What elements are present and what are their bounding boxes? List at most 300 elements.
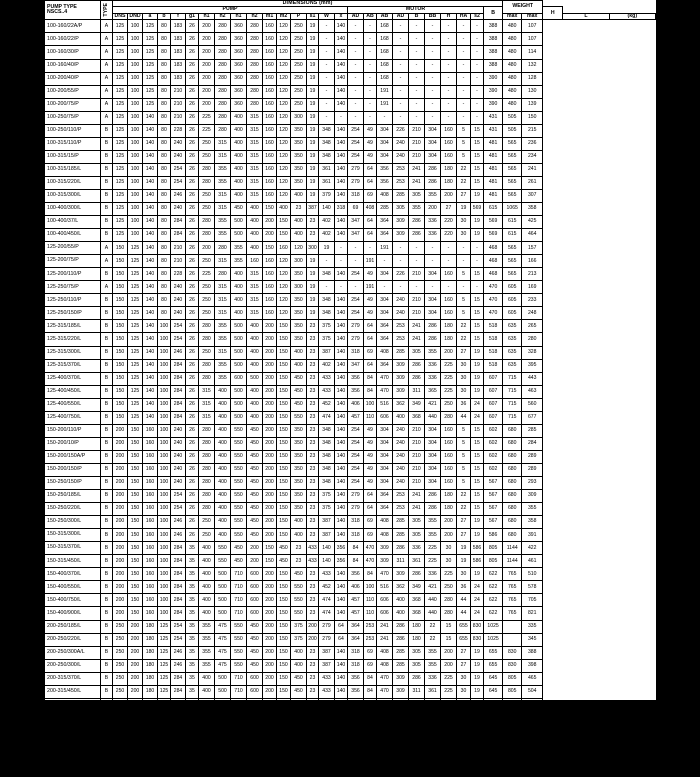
dim-cell: 200 (199, 242, 215, 255)
dim-cell: - (409, 98, 425, 111)
table-row[interactable] (45, 359, 656, 372)
dim-cell: 191 (377, 242, 393, 255)
pump-type-cell: 150-315/450/L (45, 555, 101, 568)
dim-cell: 586 (471, 542, 484, 555)
dim-cell: 150 (113, 333, 128, 346)
dim-cell: 348 (319, 294, 335, 307)
table-row[interactable] (45, 594, 656, 607)
dim-cell: 280 (247, 20, 263, 33)
dim-cell: 400 (199, 555, 215, 568)
dim-cell: 140 (335, 359, 348, 372)
dim-cell: 19 (307, 85, 319, 98)
dim-cell: 304 (425, 137, 441, 150)
dim-cell: 421 (425, 398, 441, 411)
table-row[interactable] (45, 672, 656, 685)
weight-cell: 358 (522, 203, 543, 216)
dim-cell: 452 (319, 398, 335, 411)
table-row[interactable] (45, 255, 656, 268)
dim-cell: 356 (377, 176, 393, 189)
type-cell: B (101, 737, 113, 750)
dim-cell: 100 (128, 150, 143, 163)
table-row[interactable] (45, 229, 656, 242)
table-row[interactable] (45, 698, 656, 711)
type-cell: B (101, 724, 113, 737)
dim-cell: 150 (128, 503, 143, 516)
dim-cell: 284 (171, 398, 186, 411)
dim-cell: 355 (425, 516, 441, 529)
dim-cell: 80 (158, 189, 171, 202)
dim-cell: 481 (484, 176, 503, 189)
dim-cell: - (471, 46, 484, 59)
weight-cell: 233 (522, 294, 543, 307)
table-row[interactable] (45, 385, 656, 398)
pump-type-cell: 150-200/150A/P (45, 450, 101, 463)
dim-cell: - (457, 33, 471, 46)
pump-type-cell: 125-200/55/P (45, 242, 101, 255)
dim-cell: 250 (291, 72, 307, 85)
dim-cell: 605 (503, 281, 522, 294)
dim-cell: 150 (277, 333, 291, 346)
dim-cell: 5 (457, 268, 471, 281)
dim-cell: 160 (143, 424, 158, 437)
dim-cell: 480 (503, 98, 522, 111)
table-row[interactable] (45, 477, 656, 490)
table-row[interactable] (45, 137, 656, 150)
type-cell: B (101, 698, 113, 711)
dim-cell: 250 (199, 189, 215, 202)
table-row[interactable] (45, 46, 656, 59)
table-row[interactable] (45, 176, 656, 189)
dim-cell: 84 (364, 685, 377, 698)
dim-cell: 284 (171, 216, 186, 229)
dim-cell: 26 (186, 320, 199, 333)
dim-cell: 100 (158, 385, 171, 398)
dim-cell: 500 (231, 411, 247, 424)
table-row[interactable] (45, 163, 656, 176)
dim-cell: 348 (319, 437, 335, 450)
table-row[interactable] (45, 242, 656, 255)
dim-cell: 15 (471, 268, 484, 281)
dim-cell: 160 (441, 307, 457, 320)
table-row[interactable] (45, 607, 656, 620)
dim-cell: 400 (199, 698, 215, 711)
dim-cell: 150 (277, 320, 291, 333)
dim-cell: 200 (113, 490, 128, 503)
dim-cell: 285 (393, 529, 409, 542)
dim-cell: 315 (247, 189, 263, 202)
table-row[interactable] (45, 124, 656, 137)
table-row[interactable] (45, 20, 656, 33)
table-row[interactable] (45, 437, 656, 450)
dim-cell: 23 (307, 216, 319, 229)
table-row[interactable] (45, 659, 656, 672)
dim-cell: 364 (377, 320, 393, 333)
dim-cell: - (441, 281, 457, 294)
dim-cell: 15 (441, 633, 457, 646)
table-row[interactable] (45, 85, 656, 98)
dim-cell: 44 (457, 594, 471, 607)
dim-cell: 35 (186, 581, 199, 594)
dim-cell: 200 (199, 98, 215, 111)
dim-cell: 450 (231, 542, 247, 555)
table-row[interactable] (45, 372, 656, 385)
table-row[interactable] (45, 450, 656, 463)
table-row[interactable] (45, 111, 656, 124)
table-row[interactable] (45, 568, 656, 581)
dim-cell: 150 (277, 568, 291, 581)
dim-cell: 280 (199, 176, 215, 189)
dim-cell: 240 (393, 424, 409, 437)
dim-cell: 440 (425, 711, 441, 724)
table-row[interactable] (45, 411, 656, 424)
table-row[interactable] (45, 555, 656, 568)
table-row[interactable] (45, 424, 656, 437)
dim-cell: 200 (441, 529, 457, 542)
dim-cell: 150 (263, 242, 277, 255)
dim-cell: 19 (471, 216, 484, 229)
table-row[interactable] (45, 33, 656, 46)
dim-cell: 254 (171, 163, 186, 176)
dim-cell: 350 (291, 463, 307, 476)
dim-cell: 19 (471, 568, 484, 581)
dim-cell: - (393, 111, 409, 124)
dim-cell: 550 (231, 659, 247, 672)
dim-cell: 150 (277, 659, 291, 672)
dim-cell: 305 (409, 189, 425, 202)
dim-cell: 140 (143, 411, 158, 424)
dim-cell: 364 (377, 333, 393, 346)
dim-cell: 309 (393, 372, 409, 385)
dim-cell: 44 (457, 764, 471, 777)
table-row[interactable] (45, 463, 656, 476)
dim-cell: 305 (409, 646, 425, 659)
dim-cell: 100 (158, 542, 171, 555)
dim-cell: 280 (441, 411, 457, 424)
dim-cell: 715 (503, 385, 522, 398)
dim-cell: - (319, 72, 335, 85)
dim-cell: 19 (471, 229, 484, 242)
dim-cell: 250 (199, 137, 215, 150)
dim-cell: 805 (484, 542, 503, 555)
dim-cell: 433 (319, 568, 335, 581)
dim-cell: 19 (471, 659, 484, 672)
dim-cell: 110 (364, 411, 377, 424)
table-row[interactable] (45, 764, 656, 777)
dim-cell: 160 (143, 490, 158, 503)
dim-cell: 140 (335, 294, 348, 307)
pump-type-cell: 200-250/220/L (45, 633, 101, 646)
dim-cell: 125 (128, 307, 143, 320)
dim-cell: 5 (457, 450, 471, 463)
dim-cell: 280 (247, 98, 263, 111)
dim-cell: 400 (215, 411, 231, 424)
table-row[interactable] (45, 398, 656, 411)
dim-cell: 315 (215, 203, 231, 216)
dim-cell: 150 (277, 424, 291, 437)
weight-cell: 510 (522, 568, 543, 581)
table-row[interactable] (45, 307, 656, 320)
table-row[interactable] (45, 189, 656, 202)
dim-cell: 602 (484, 463, 503, 476)
dim-cell: 550 (231, 450, 247, 463)
dim-cell: 80 (158, 150, 171, 163)
dim-cell: - (364, 242, 377, 255)
table-row[interactable] (45, 529, 656, 542)
table-row[interactable] (45, 72, 656, 85)
table-row[interactable] (45, 581, 656, 594)
col-f: f (171, 13, 186, 19)
table-row[interactable] (45, 98, 656, 111)
type-cell: B (101, 216, 113, 229)
table-row[interactable] (45, 685, 656, 698)
dim-cell: 250 (291, 98, 307, 111)
dim-cell: 710 (231, 764, 247, 777)
dim-cell: - (457, 20, 471, 33)
dim-cell: 80 (158, 203, 171, 216)
dim-cell: 140 (335, 594, 348, 607)
dim-cell: 390 (484, 85, 503, 98)
dim-cell: 254 (171, 620, 186, 633)
table-row[interactable] (45, 516, 656, 529)
dim-cell: - (348, 111, 364, 124)
dim-cell: 440 (425, 764, 441, 777)
dim-cell: 19 (307, 137, 319, 150)
dim-cell: 240 (171, 463, 186, 476)
pump-type-cell: 100-315/220/L (45, 176, 101, 189)
dim-cell: 210 (409, 294, 425, 307)
table-row[interactable] (45, 542, 656, 555)
dim-cell: 470 (377, 372, 393, 385)
dim-cell: 150 (113, 281, 128, 294)
dim-cell: 200 (263, 424, 277, 437)
dim-cell: 125 (128, 346, 143, 359)
dim-cell: 550 (291, 698, 307, 711)
dim-cell: 356 (348, 568, 364, 581)
dim-cell: 168 (377, 20, 393, 33)
dim-cell: 550 (231, 437, 247, 450)
table-row[interactable] (45, 150, 656, 163)
table-row[interactable] (45, 59, 656, 72)
dim-cell: - (425, 85, 441, 98)
dim-cell: 470 (364, 542, 377, 555)
dim-cell: 100 (158, 490, 171, 503)
dim-cell: 286 (409, 568, 425, 581)
dim-cell: 200 (113, 516, 128, 529)
dim-cell: 468 (484, 242, 503, 255)
col-m1: m1 (263, 13, 277, 19)
dim-cell: 280 (215, 268, 231, 281)
dim-cell: 200 (441, 346, 457, 359)
dim-cell: 140 (335, 216, 348, 229)
dim-cell: - (409, 255, 425, 268)
dim-cell: 250 (143, 750, 158, 763)
table-row[interactable] (45, 724, 656, 737)
dim-cell: 600 (247, 698, 263, 711)
dim-cell: 279 (348, 503, 364, 516)
dim-cell: 400 (291, 516, 307, 529)
col-h-m: H (441, 13, 457, 19)
dim-cell: 600 (247, 672, 263, 685)
table-row[interactable] (45, 620, 656, 633)
dim-cell: 19 (471, 529, 484, 542)
dim-cell: 304 (425, 268, 441, 281)
dim-cell: 160 (263, 72, 277, 85)
dim-cell: 250 (128, 764, 143, 777)
dim-cell: 305 (409, 346, 425, 359)
dim-cell: 400 (247, 333, 263, 346)
dim-cell: 284 (171, 385, 186, 398)
dim-cell: 387 (307, 203, 319, 216)
dim-cell: 35 (186, 711, 199, 724)
table-row[interactable] (45, 490, 656, 503)
pump-type-cell: 200-315/450/L (45, 685, 101, 698)
dim-cell: 505 (503, 124, 522, 137)
pump-type-cell: 200-250/300/L (45, 659, 101, 672)
dim-cell: 250 (441, 398, 457, 411)
dim-cell: 35 (186, 685, 199, 698)
dim-cell: 69 (364, 516, 377, 529)
dim-cell: 550 (215, 555, 231, 568)
type-cell: B (101, 568, 113, 581)
dim-cell: 600 (247, 607, 263, 620)
dim-cell: 480 (503, 20, 522, 33)
pump-type-cell: 150-200/110/P (45, 424, 101, 437)
dim-cell: 180 (143, 672, 158, 685)
dim-cell: - (457, 72, 471, 85)
dim-cell: - (425, 72, 441, 85)
pump-type-cell: 150-250/185/L (45, 490, 101, 503)
dim-cell: 200 (263, 450, 277, 463)
dim-cell: 160 (441, 424, 457, 437)
dim-cell: 567 (484, 503, 503, 516)
dim-cell: 350 (291, 176, 307, 189)
dim-cell: 240 (393, 150, 409, 163)
dim-cell: 125 (113, 189, 128, 202)
dim-cell: 286 (393, 633, 409, 646)
table-row[interactable] (45, 711, 656, 724)
dim-cell: 125 (143, 20, 158, 33)
weight-cell: 293 (522, 477, 543, 490)
dim-cell: 304 (377, 477, 393, 490)
table-row[interactable] (45, 320, 656, 333)
dim-cell: 140 (335, 607, 348, 620)
dim-cell: 336 (425, 216, 441, 229)
table-row[interactable] (45, 294, 656, 307)
dim-cell: 240 (393, 307, 409, 320)
weight-cell: 355 (522, 503, 543, 516)
dim-cell: 125 (128, 268, 143, 281)
dim-cell: 710 (231, 672, 247, 685)
dim-cell: 200 (263, 503, 277, 516)
dim-cell: 26 (186, 98, 199, 111)
dim-cell: 140 (335, 137, 348, 150)
dim-cell: 210 (171, 85, 186, 98)
dim-cell: - (393, 33, 409, 46)
table-row[interactable] (45, 503, 656, 516)
dim-cell: - (377, 255, 393, 268)
pump-type-cell: 150-400/370/L (45, 568, 101, 581)
dim-cell: 315 (247, 281, 263, 294)
dim-cell: 80 (158, 46, 171, 59)
table-row[interactable] (45, 750, 656, 763)
dim-cell: 168 (377, 59, 393, 72)
dim-cell: 23 (307, 529, 319, 542)
dim-cell: 241 (409, 490, 425, 503)
dim-cell: - (364, 85, 377, 98)
table-row[interactable] (45, 281, 656, 294)
dim-cell: 710 (231, 724, 247, 737)
col-s1: s1 (307, 13, 319, 19)
dim-cell: 64 (364, 333, 377, 346)
dim-cell: 680 (503, 516, 522, 529)
weight-cell: 157 (522, 242, 543, 255)
dim-cell: 160 (263, 163, 277, 176)
table-row[interactable] (45, 737, 656, 750)
dim-cell: 160 (263, 124, 277, 137)
col-n2: n2 (247, 13, 263, 19)
dim-cell: 100 (158, 411, 171, 424)
dim-cell: 336 (409, 542, 425, 555)
dim-cell: 150 (113, 255, 128, 268)
dim-cell: 368 (409, 607, 425, 620)
dim-cell: 318 (348, 516, 364, 529)
dim-cell: 645 (484, 698, 503, 711)
dim-cell: - (393, 85, 409, 98)
table-row[interactable] (45, 646, 656, 659)
dim-cell: 19 (471, 372, 484, 385)
dim-cell: 567 (484, 477, 503, 490)
dim-cell: 84 (364, 672, 377, 685)
dim-cell: - (441, 242, 457, 255)
dim-cell: 349 (409, 581, 425, 594)
dim-cell: 240 (393, 294, 409, 307)
dim-cell: 200 (263, 737, 277, 750)
table-row[interactable] (45, 346, 656, 359)
dim-cell: 569 (484, 216, 503, 229)
table-row[interactable] (45, 633, 656, 646)
type-cell: A (101, 85, 113, 98)
dim-cell: 100 (158, 503, 171, 516)
dim-cell: 450 (231, 555, 247, 568)
table-row[interactable] (45, 216, 656, 229)
table-row[interactable] (45, 333, 656, 346)
dim-cell: 26 (186, 437, 199, 450)
pump-type-cell: 150-400/750/L (45, 594, 101, 607)
dim-cell: 200 (263, 516, 277, 529)
type-cell: B (101, 685, 113, 698)
dim-cell: 35 (186, 737, 199, 750)
dim-cell: 150 (128, 463, 143, 476)
dim-cell: - (319, 85, 335, 98)
dim-cell: 348 (319, 124, 335, 137)
dim-cell: 450 (247, 529, 263, 542)
dim-cell: 5 (457, 150, 471, 163)
dim-cell: 23 (307, 698, 319, 711)
dim-cell: 450 (277, 542, 291, 555)
dim-cell: 250 (199, 529, 215, 542)
dim-cell: - (471, 281, 484, 294)
dim-cell: 23 (307, 581, 319, 594)
dim-cell: 200 (263, 581, 277, 594)
dim-cell: 125 (113, 20, 128, 33)
dim-cell: 19 (319, 242, 335, 255)
dim-cell: 120 (277, 111, 291, 124)
weight-cell: 289 (522, 450, 543, 463)
table-row[interactable] (45, 268, 656, 281)
dim-cell: 364 (348, 633, 364, 646)
table-row[interactable] (45, 203, 656, 216)
dim-cell: 80 (158, 20, 171, 33)
